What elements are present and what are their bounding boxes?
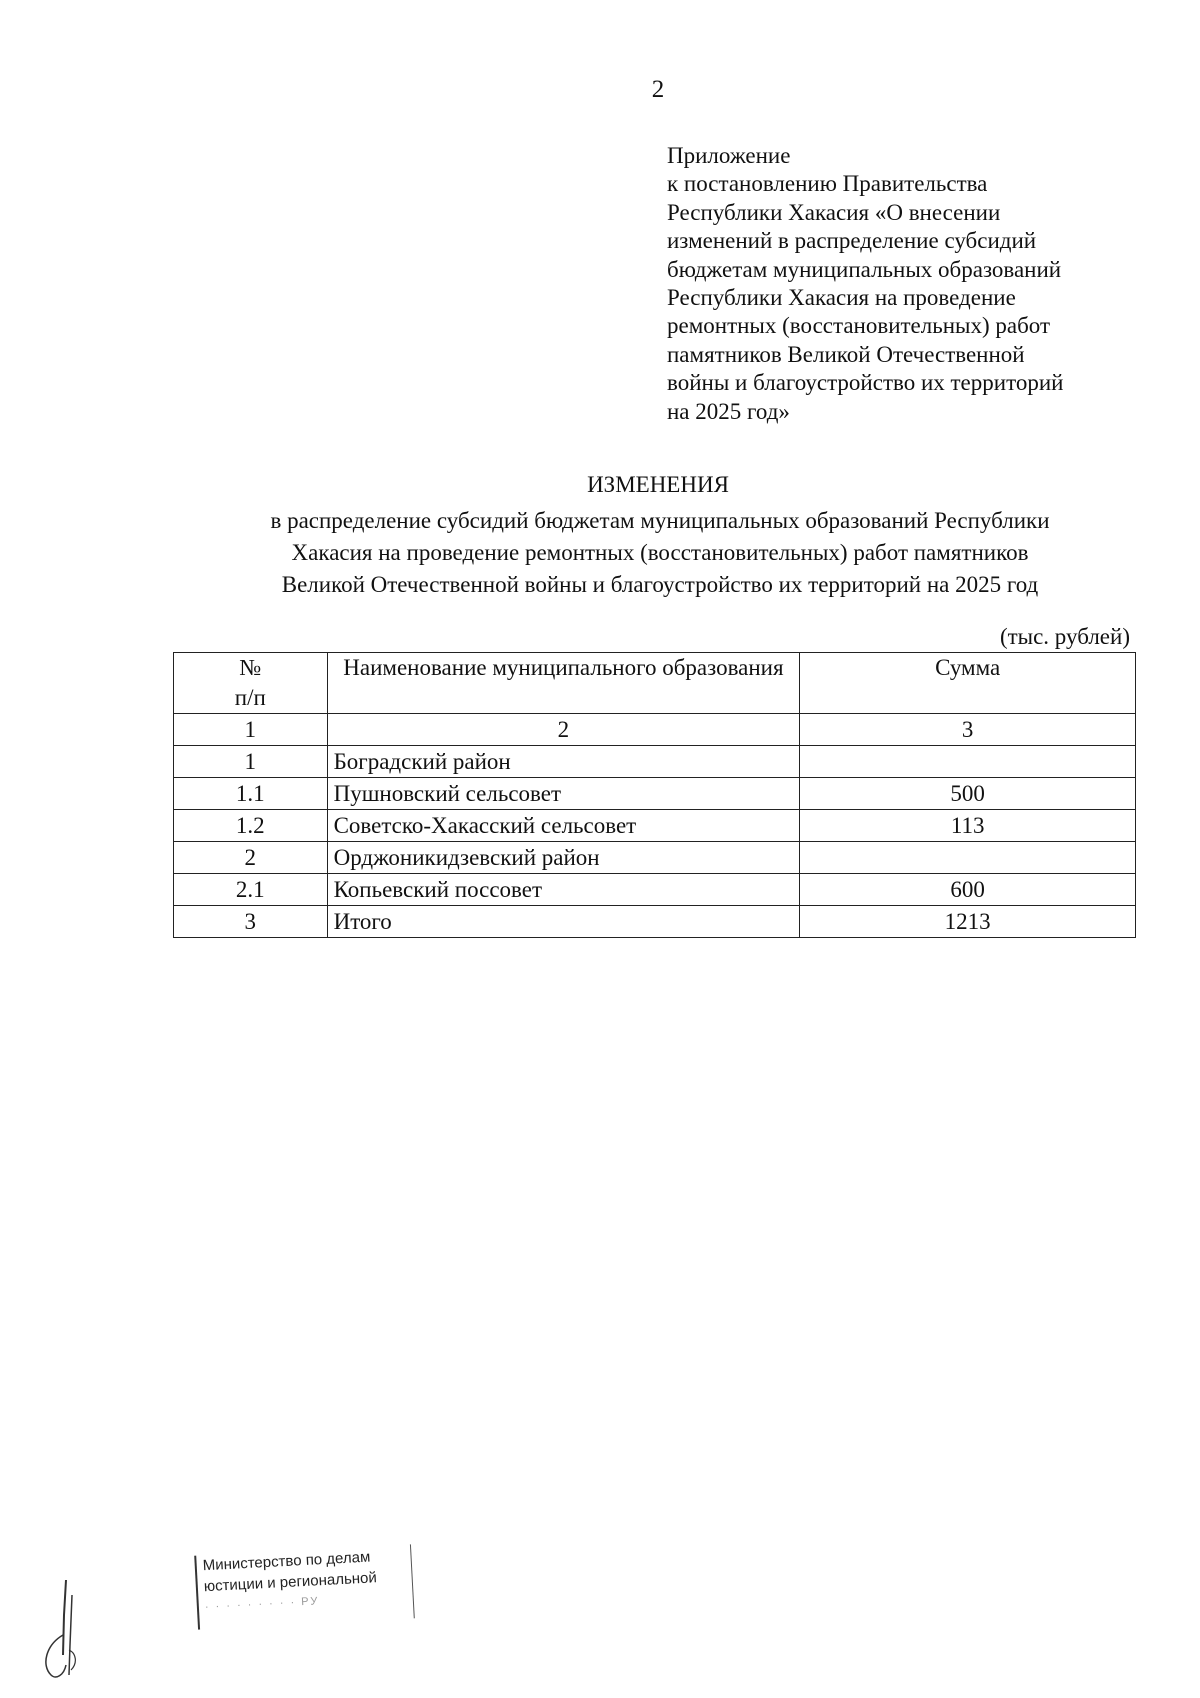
table-index-row bbox=[174, 714, 1136, 746]
row-sum: 113 bbox=[800, 810, 1136, 842]
row-sum bbox=[800, 842, 1136, 874]
row-sum: 600 bbox=[800, 874, 1136, 906]
appendix-line: бюджетам муниципальных образований bbox=[667, 256, 1062, 282]
appendix-block bbox=[667, 142, 1147, 426]
row-name: Пушновский сельсовет bbox=[327, 778, 800, 810]
row-num: 2.1 bbox=[174, 874, 328, 906]
row-sum bbox=[800, 746, 1136, 778]
row-num: 1 bbox=[174, 746, 328, 778]
index-cell: 3 bbox=[800, 714, 1136, 746]
index-cell: 2 bbox=[327, 714, 800, 746]
appendix-line: Приложение bbox=[667, 143, 791, 168]
stamp-line: · · · · · · · · · РУ bbox=[204, 1595, 320, 1614]
appendix-line: Республики Хакасия на проведение bbox=[667, 285, 1016, 311]
header-num-line2: п/п bbox=[234, 685, 266, 710]
table-row bbox=[174, 778, 1136, 810]
header-num bbox=[174, 653, 328, 714]
row-sum: 1213 bbox=[800, 906, 1136, 938]
table-row bbox=[174, 810, 1136, 842]
document-heading: ИЗМЕНЕНИЯ bbox=[587, 472, 729, 497]
stamp-line: Министерство по делам bbox=[202, 1548, 371, 1575]
row-name: Итого bbox=[327, 906, 800, 938]
row-name: Советско-Хакасский сельсовет bbox=[327, 810, 800, 842]
subsidy-table bbox=[173, 652, 1136, 938]
ministry-stamp bbox=[194, 1544, 415, 1629]
document-subheading bbox=[180, 505, 1140, 601]
row-num: 1.1 bbox=[174, 778, 328, 810]
stamp-line: юстиции и региональной bbox=[203, 1569, 378, 1596]
appendix-line: памятников Великой Отечественной bbox=[667, 341, 1025, 367]
row-num: 3 bbox=[174, 906, 328, 938]
appendix-line: Республики Хакасия «О внесении bbox=[667, 199, 1001, 225]
row-sum: 500 bbox=[800, 778, 1136, 810]
signature-mark bbox=[36, 1575, 86, 1685]
table-header-row bbox=[174, 653, 1136, 714]
header-sum: Сумма bbox=[800, 653, 1136, 714]
page-number: 2 bbox=[651, 76, 665, 103]
units-label: (тыс. рублей) bbox=[999, 624, 1130, 649]
row-num: 1.2 bbox=[174, 810, 328, 842]
row-name: Орджоникидзевский район bbox=[327, 842, 800, 874]
subheading-line: в распределение субсидий бюджетам муниципальных образований Республики bbox=[270, 508, 1050, 533]
row-name: Копьевский поссовет bbox=[327, 874, 800, 906]
table-row bbox=[174, 842, 1136, 874]
row-name: Боградский район bbox=[327, 746, 800, 778]
appendix-line: к постановлению Правительства bbox=[667, 171, 988, 197]
index-cell: 1 bbox=[174, 714, 328, 746]
subheading-line: Хакасия на проведение ремонтных (восстановительных) работ памятников bbox=[291, 540, 1029, 565]
appendix-line: на 2025 год» bbox=[667, 398, 790, 424]
header-name: Наименование муниципального образования bbox=[327, 653, 800, 714]
table-row bbox=[174, 746, 1136, 778]
appendix-line: ремонтных (восстановительных) работ bbox=[667, 313, 1051, 339]
row-num: 2 bbox=[174, 842, 328, 874]
appendix-line: изменений в распределение субсидий bbox=[667, 228, 1037, 254]
appendix-line: войны и благоустройство их территорий bbox=[667, 370, 1064, 396]
table-row bbox=[174, 874, 1136, 906]
subheading-line: Великой Отечественной войны и благоустройство их территорий на 2025 год bbox=[281, 572, 1039, 597]
header-num-line1: № bbox=[239, 655, 262, 680]
table-total-row bbox=[174, 906, 1136, 938]
